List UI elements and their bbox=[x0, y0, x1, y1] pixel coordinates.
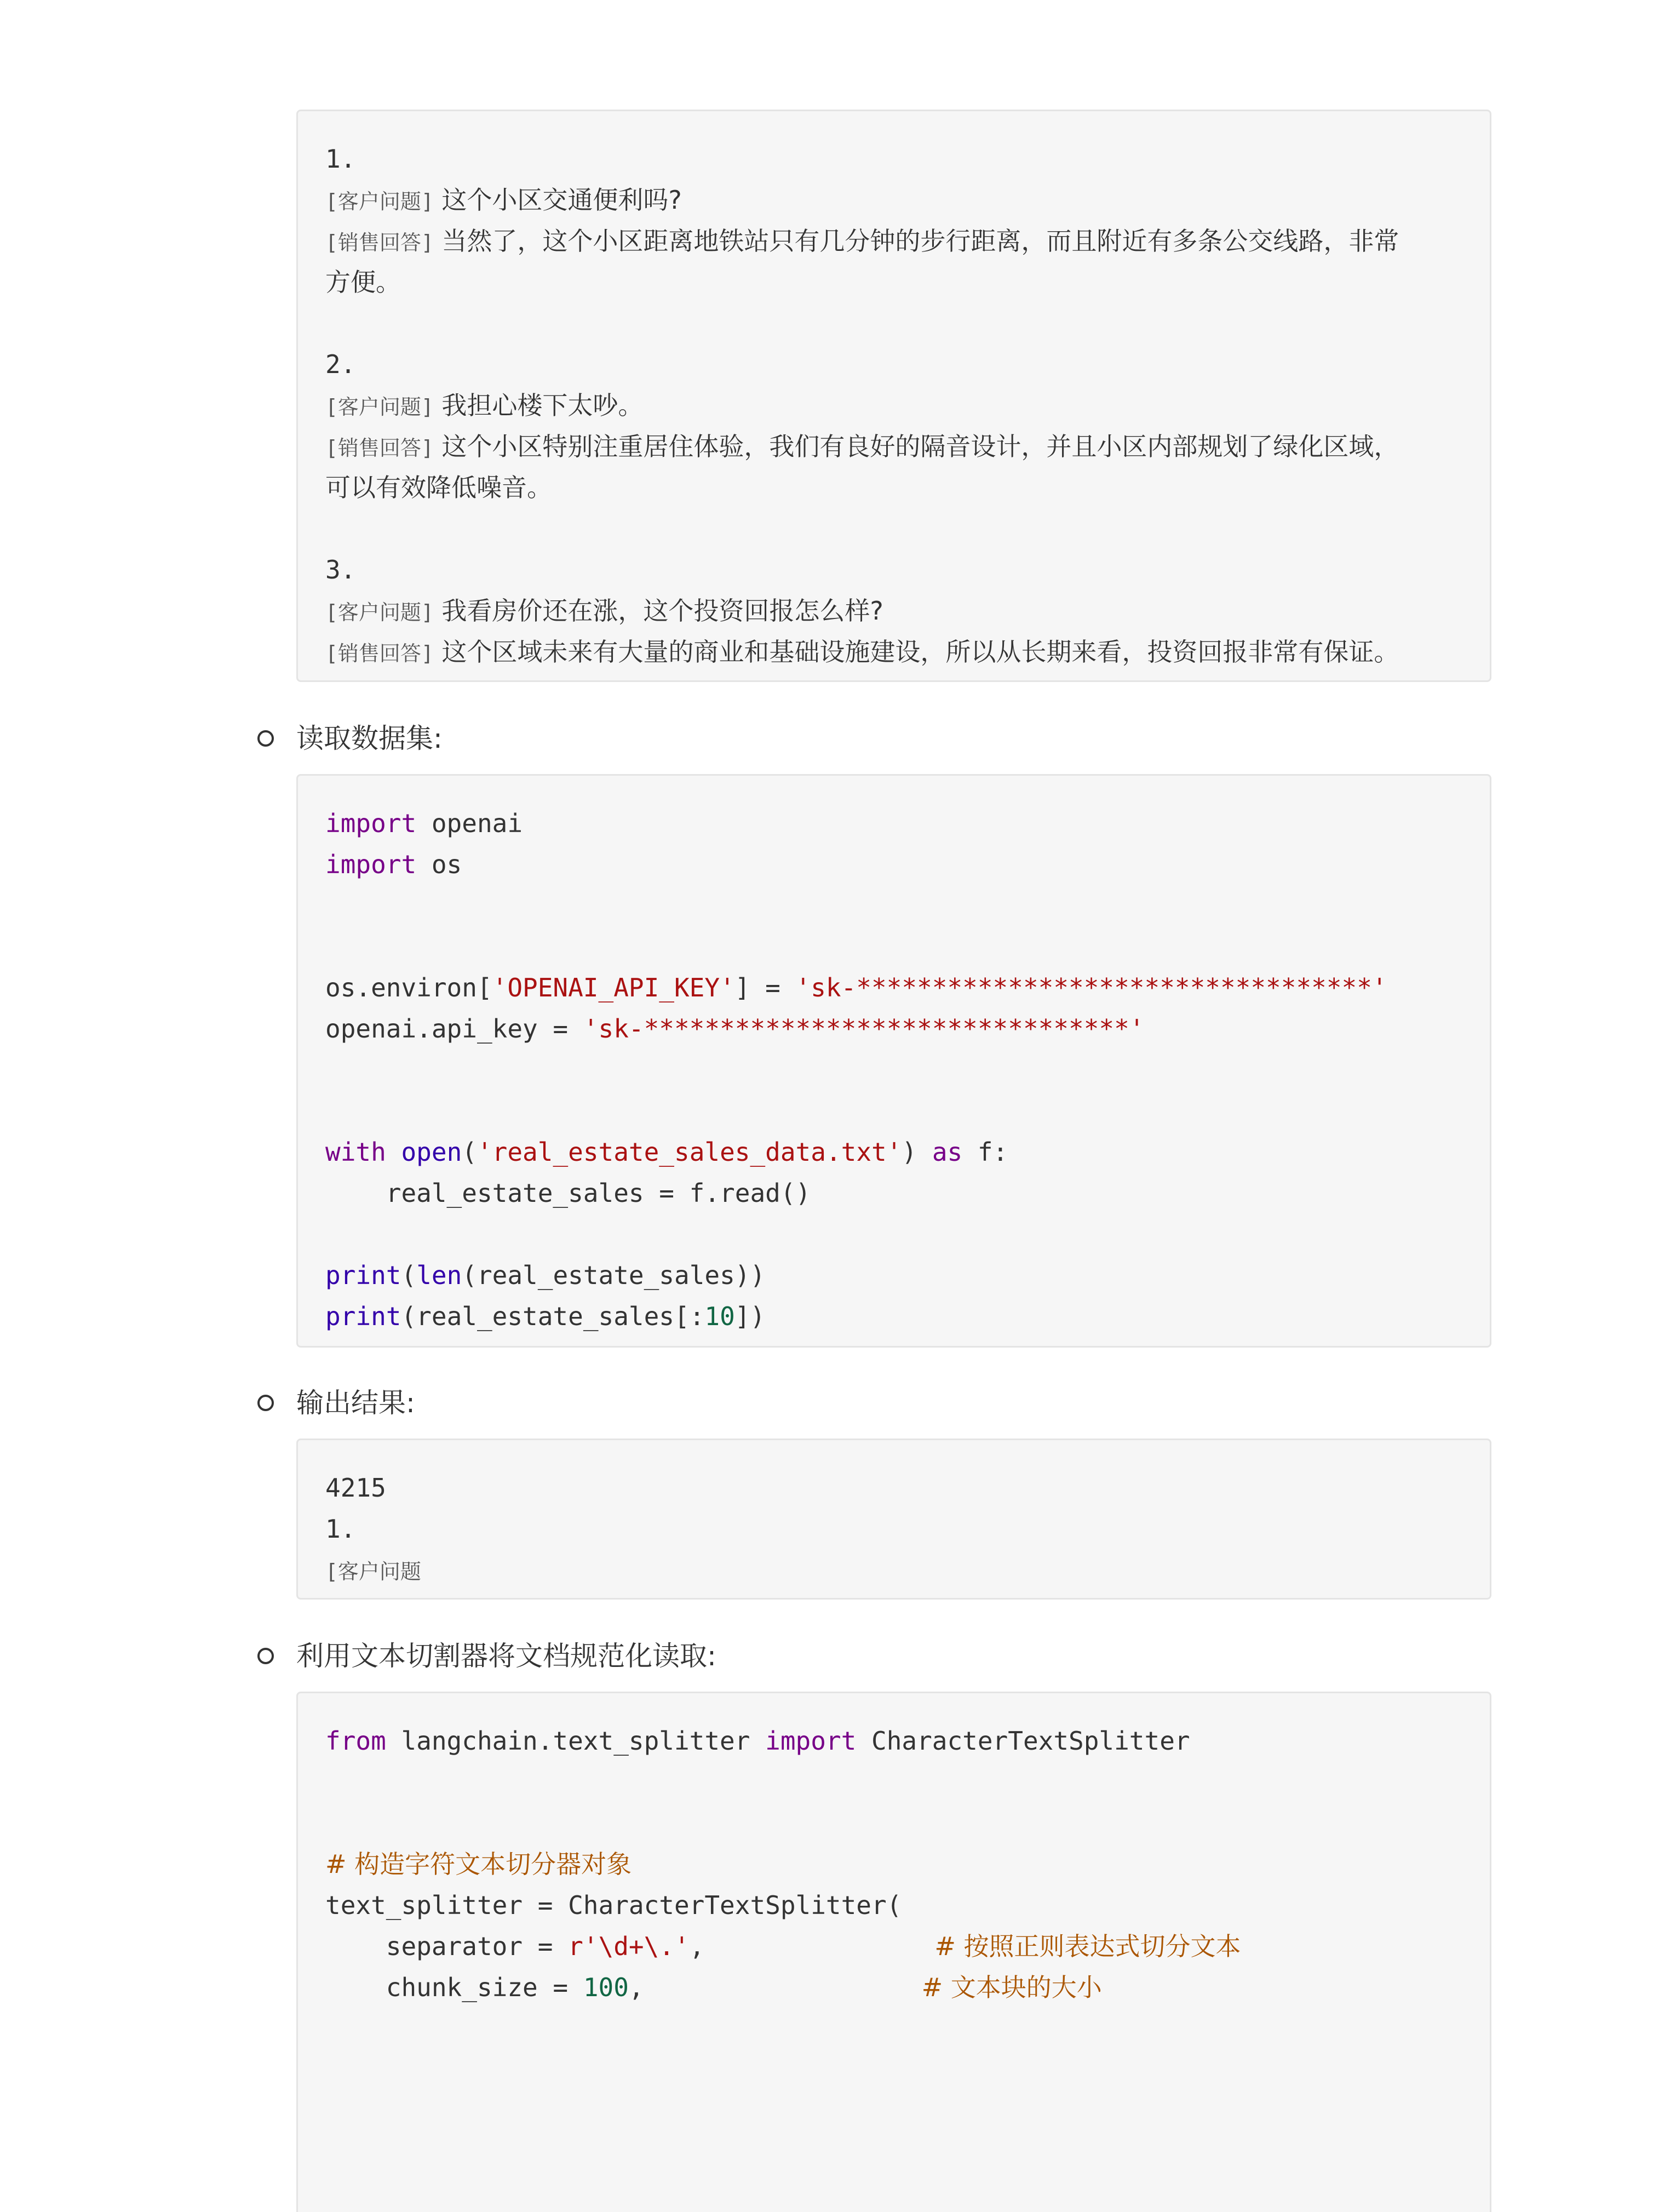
code-line: print(real_estate_sales[:10]) bbox=[325, 1302, 766, 1331]
code-line: chunk_size = 100, # 文本块的大小 bbox=[325, 1973, 1102, 2002]
hollow-bullet-icon bbox=[257, 730, 274, 747]
code-line: with open('real_estate_sales_data.txt') as f: bbox=[325, 1137, 1008, 1167]
question-tag: [客户问题] bbox=[325, 395, 434, 419]
output-line: 4215 bbox=[325, 1473, 386, 1503]
blank-line bbox=[325, 1091, 1468, 1132]
question-tag: [客户问题] bbox=[325, 190, 434, 214]
qa-item-number: 2. bbox=[325, 349, 356, 379]
blank-line bbox=[325, 1214, 1468, 1255]
answer-tag: [销售回答] bbox=[325, 436, 434, 460]
hollow-bullet-icon bbox=[257, 1648, 274, 1664]
qa-answer-continuation: 方便。 bbox=[325, 267, 401, 297]
blank-line bbox=[325, 1803, 1468, 1844]
question-tag: [客户问题] bbox=[325, 600, 434, 624]
code-line: from langchain.text_splitter import CharacterTextSplitter bbox=[325, 1726, 1190, 1756]
code-comment: # 文本块的大小 bbox=[921, 1973, 1102, 2002]
blank-line bbox=[325, 926, 1468, 967]
qa-answer-line: [销售回答] 这个区域未来有大量的商业和基础设施建设，所以从长期来看，投资回报非常有保证。 bbox=[325, 637, 1399, 667]
blank-line bbox=[325, 303, 1468, 344]
blank-line bbox=[325, 1050, 1468, 1091]
qa-sample-block bbox=[296, 110, 1491, 682]
code-line: os.environ['OPENAI_API_KEY'] = 'sk-**********************************' bbox=[325, 973, 1387, 1002]
code-line: real_estate_sales = f.read() bbox=[325, 1178, 811, 1208]
bullet-read-dataset: 读取数据集: bbox=[296, 723, 443, 754]
qa-answer-continuation: 可以有效降低噪音。 bbox=[325, 473, 552, 502]
code-line: openai.api_key = 'sk-********************************' bbox=[325, 1014, 1145, 1044]
qa-question-line: [客户问题] 我看房价还在涨，这个投资回报怎么样? bbox=[325, 596, 883, 626]
blank-line bbox=[325, 508, 1468, 549]
code-block-read-dataset bbox=[296, 774, 1491, 1348]
blank-line bbox=[325, 1762, 1468, 1803]
code-line: import openai bbox=[325, 809, 523, 838]
qa-answer-line: [销售回答] 这个小区特别注重居住体验，我们有良好的隔音设计，并且小区内部规划了绿化区域， bbox=[325, 432, 1399, 461]
answer-tag: [销售回答] bbox=[325, 641, 434, 666]
code-comment-line: # 构造字符文本切分器对象 bbox=[325, 1849, 632, 1879]
hollow-bullet-icon bbox=[257, 1395, 274, 1411]
blank-line bbox=[325, 885, 1468, 926]
qa-item-number: 1. bbox=[325, 144, 356, 174]
qa-item-number: 3. bbox=[325, 555, 356, 584]
qa-question-line: [客户问题] 这个小区交通便利吗? bbox=[325, 185, 682, 215]
output-line: [客户问题 bbox=[325, 1560, 421, 1584]
output-block bbox=[296, 1439, 1491, 1600]
code-block-text-splitter bbox=[296, 1692, 1491, 2212]
bullet-text-splitter: 利用文本切割器将文档规范化读取: bbox=[296, 1640, 716, 1672]
code-line: print(len(real_estate_sales)) bbox=[325, 1260, 766, 1290]
answer-tag: [销售回答] bbox=[325, 231, 434, 255]
bullet-output-result: 输出结果: bbox=[296, 1387, 415, 1419]
qa-answer-line: [销售回答] 当然了，这个小区距离地铁站只有几分钟的步行距离，而且附近有多条公交线路，非常 bbox=[325, 226, 1399, 256]
output-line: 1. bbox=[325, 1514, 356, 1544]
code-line: separator = r'\d+\.', # 按照正则表达式切分文本 bbox=[325, 1932, 1241, 1961]
qa-question-line: [客户问题] 我担心楼下太吵。 bbox=[325, 391, 644, 420]
code-line: import os bbox=[325, 850, 462, 879]
code-line: text_splitter = CharacterTextSplitter( bbox=[325, 1890, 902, 1920]
code-comment: # 按照正则表达式切分文本 bbox=[934, 1932, 1241, 1961]
